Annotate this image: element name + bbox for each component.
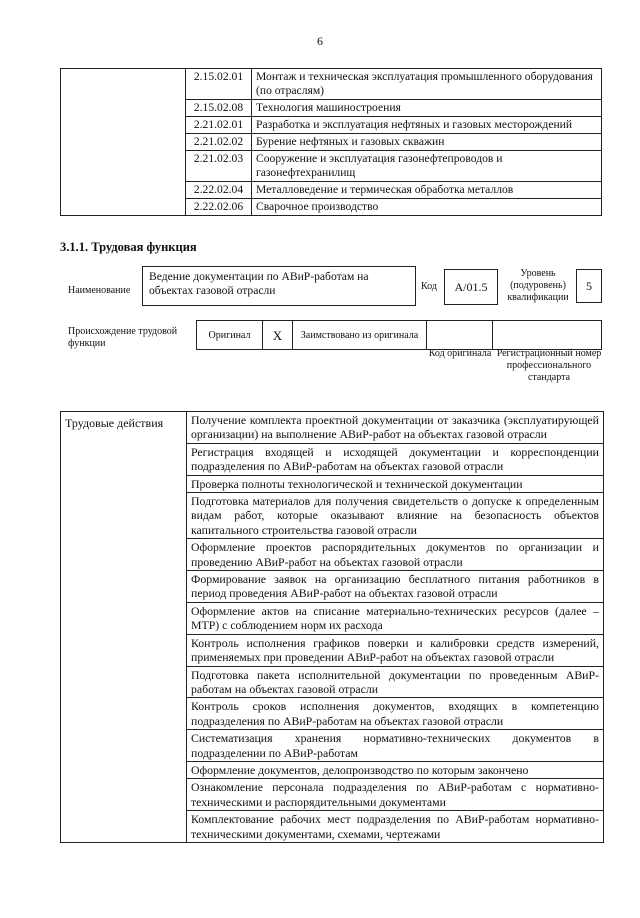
specialty-group-cell <box>61 69 186 216</box>
labor-action-item: Получение комплекта проектной документации от заказчика (эксплуатирующей организации) на выполнение АВиР-работ на объектах газовой отрасли <box>187 412 604 444</box>
specialty-code: 2.22.02.04 <box>186 182 252 199</box>
labor-action-row <box>61 412 604 444</box>
labor-actions-table <box>60 411 604 843</box>
specialty-name: Разработка и эксплуатация нефтяных и газовых месторождений <box>252 117 602 134</box>
specialty-code: 2.21.02.03 <box>186 151 252 182</box>
page-number: 6 <box>317 34 323 48</box>
code-caption: Код оригинала <box>428 348 492 359</box>
level-value: 5 <box>576 269 602 303</box>
labor-action-item: Контроль сроков исполнения документов, входящих в компетенцию подразделения по АВиР-работам на объектах газовой отрасли <box>187 698 604 730</box>
reg-caption: Регистрационный номер профессионального стандарта <box>496 348 602 383</box>
labor-action-item: Систематизация хранения нормативно-технических документов в подразделении по АВиР-работам <box>187 730 604 762</box>
section-title: 3.1.1. Трудовая функция <box>60 240 197 254</box>
specialty-name: Сооружение и эксплуатация газонефтепроводов и газонефтехранилищ <box>252 151 602 182</box>
code-label: Код <box>421 281 437 292</box>
origin-label: Происхождение трудовой функции <box>68 326 178 349</box>
original-code-cell <box>427 321 493 349</box>
labor-action-item: Проверка полноты технологической и технической документации <box>187 475 604 492</box>
labor-action-item: Формирование заявок на организацию бесплатного питания работников в период проведения АВиР-работ на объектах газовой отрасли <box>187 571 604 603</box>
specialty-name: Металловедение и термическая обработка металлов <box>252 182 602 199</box>
labor-action-item: Ознакомление персонала подразделения по АВиР-работам с нормативно-техническими и распорядительными документами <box>187 779 604 811</box>
specialty-code: 2.15.02.01 <box>186 69 252 100</box>
original-mark: X <box>263 321 293 349</box>
labor-action-item: Контроль исполнения графиков поверки и калибровки средств измерений, применяемых при проведении АВиР-работ на объектах газовой отрасли <box>187 634 604 666</box>
labor-actions-label: Трудовые действия <box>61 412 187 843</box>
specialty-code: 2.21.02.02 <box>186 134 252 151</box>
labor-action-item: Комплектование рабочих мест подразделения по АВиР-работам нормативно-техническими документами, схемами, чертежами <box>187 811 604 843</box>
labor-action-item: Регистрация входящей и исходящей документации и корреспонденции подразделения по АВиР-работам на объектах газовой отрасли <box>187 443 604 475</box>
function-name-value: Ведение документации по АВиР-работам на объектах газовой отрасли <box>142 266 416 306</box>
name-label: Наименование <box>68 285 131 296</box>
specialty-code: 2.15.02.08 <box>186 100 252 117</box>
specialty-code: 2.22.02.06 <box>186 199 252 216</box>
labor-action-item: Подготовка материалов для получения свидетельств о допуске к определенным видам работ, которые оказывают влияние на безопасность объектов капитального строительства газовой отрасли <box>187 493 604 539</box>
specialty-name: Сварочное производство <box>252 199 602 216</box>
labor-action-item: Оформление документов, делопроизводство по которым закончено <box>187 761 604 778</box>
original-label: Оригинал <box>197 321 263 349</box>
specialty-code: 2.21.02.01 <box>186 117 252 134</box>
specialty-table <box>60 68 602 216</box>
labor-action-item: Подготовка пакета исполнительной документации по проведенным АВиР-работам на объектах газовой отрасли <box>187 666 604 698</box>
level-label: Уровень (подуровень) квалификации <box>507 268 569 303</box>
labor-action-item: Оформление актов на списание материально-технических ресурсов (далее – МТР) с соблюдением норм их расхода <box>187 602 604 634</box>
specialty-name: Монтаж и техническая эксплуатация промышленного оборудования (по отраслям) <box>252 69 602 100</box>
reg-number-cell <box>493 321 601 349</box>
specialty-row <box>61 69 602 100</box>
specialty-name: Бурение нефтяных и газовых скважин <box>252 134 602 151</box>
origin-row <box>196 320 602 350</box>
function-code-value: A/01.5 <box>444 269 498 305</box>
specialty-name: Технология машиностроения <box>252 100 602 117</box>
borrowed-label: Заимствовано из оригинала <box>293 321 427 349</box>
labor-action-item: Оформление проектов распорядительных документов по организации и проведению АВиР-работ на объектах газовой отрасли <box>187 539 604 571</box>
